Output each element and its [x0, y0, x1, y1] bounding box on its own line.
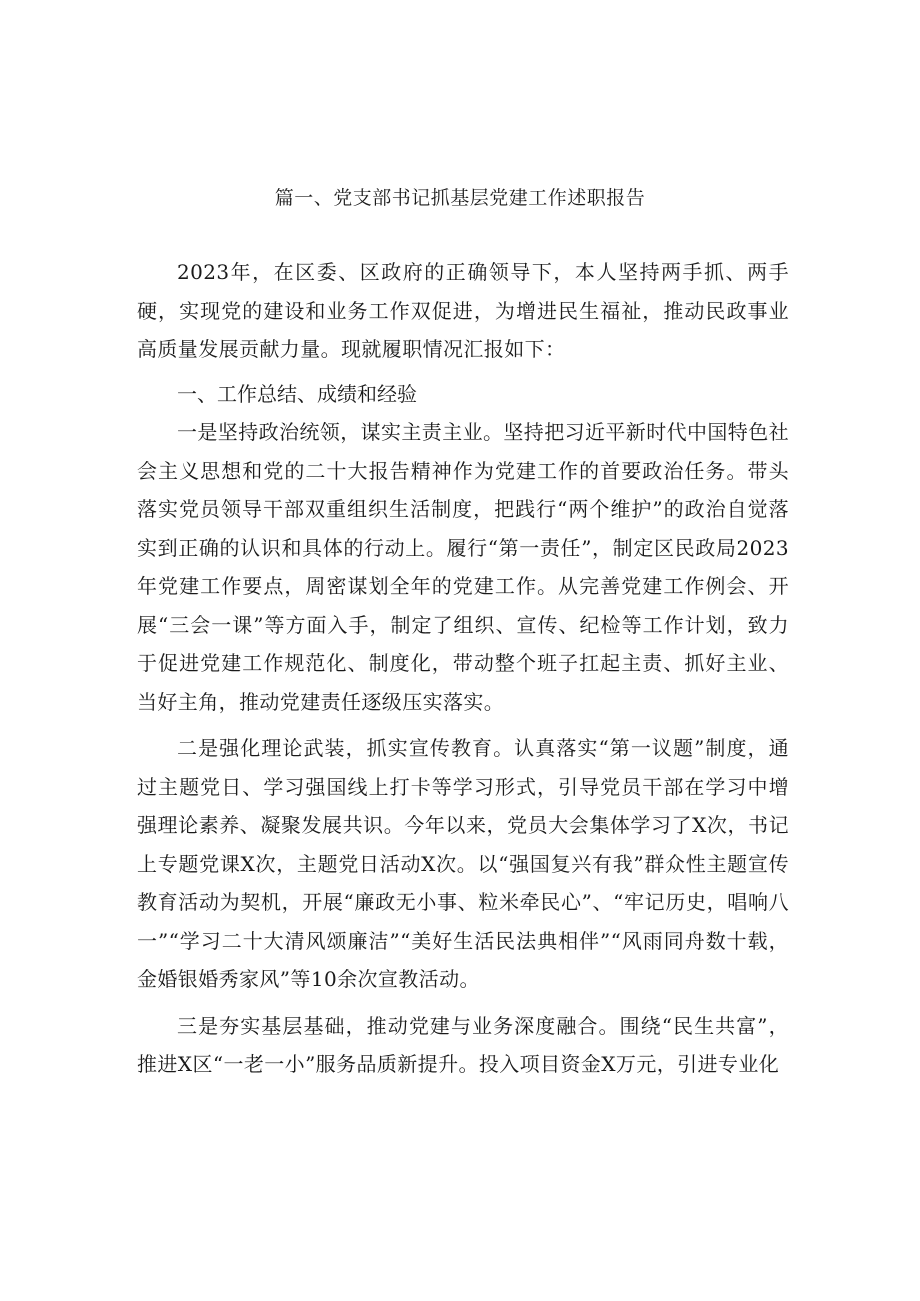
section-heading: 一、工作总结、成绩和经验 — [177, 381, 417, 406]
document-title: 篇一、党支部书记抓基层党建工作述职报告 — [274, 187, 646, 209]
intro-paragraph: 2023年，在区委、区政府的正确领导下，本人坚持两手抓、两手硬，实现党的建设和业务工作双促进，为增进民生福祉，推动民政事业高质量发展贡献力量。现就履职情况汇报如下： — [137, 260, 789, 361]
paragraph-political-leadership: 一是坚持政治统领，谋实主责主业。坚持把习近平新时代中国特色社会主义思想和党的二十大报告精神作为党建工作的首要政治任务。带头落实党员领导干部双重组织生活制度，把践行“两个维护”的政治自觉落实到正确的认识和具体的行动上。履行“第一责任”，制定区民政局2023年党建工作要点，周密谋划全年的党建工作。从完善党建工作例会、开展“三会一课”等方面入手，制定了组织、宣传、纪检等工作计划，致力于促进党建工作规范化、制度化，带动整个班子扛起主责、抓好主业、当好主角，推动党建责任逐级压实落实。 — [137, 420, 789, 714]
paragraph-grassroots-foundation: 三是夯实基层基础，推动党建与业务深度融合。围绕“民生共富”，推进X区“一老一小”服务品质新提升。投入项目资金X万元，引进专业化 — [137, 1013, 789, 1076]
document-body — [137, 253, 789, 1084]
paragraph-theory-education: 二是强化理论武装，抓实宣传教育。认真落实“第一议题”制度，通过主题党日、学习强国线上打卡等学习形式，引导党员干部在学习中增强理论素养、凝聚发展共识。今年以来，党员大会集体学习了X次，书记上专题党课X次，主题党日活动X次。以“强国复兴有我”群众性主题宣传教育活动为契机，开展“廉政无小事、粒米牵民心”、“牢记历史，唱响八一”“学习二十大清风颂廉洁”“美好生活民法典相伴”“风雨同舟数十载，金婚银婚秀家风”等10余次宣教活动。 — [137, 736, 789, 991]
